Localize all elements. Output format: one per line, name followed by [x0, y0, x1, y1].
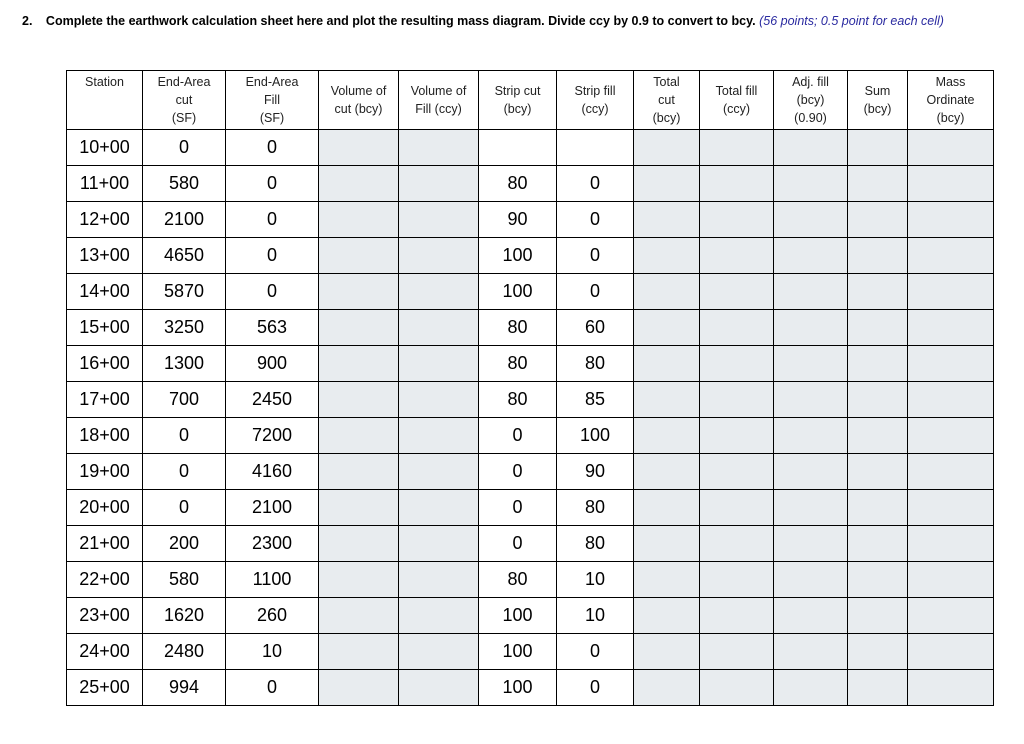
cell-strip-fill: 0 — [557, 670, 634, 706]
header-adj-fill-line: (0.90) — [794, 111, 827, 125]
cell-strip-fill — [557, 130, 634, 166]
cell-strip-cut: 80 — [479, 346, 557, 382]
cell-ea-fill: 1100 — [226, 562, 319, 598]
cell-strip-fill: 0 — [557, 238, 634, 274]
cell-strip-cut: 100 — [479, 274, 557, 310]
table-row — [67, 166, 994, 202]
answer-cell-volume-cut[interactable] — [319, 346, 399, 382]
answer-cell-mass-ordinate[interactable] — [908, 490, 994, 526]
answer-cell-total-cut[interactable] — [634, 346, 700, 382]
answer-cell-volume-cut[interactable] — [319, 382, 399, 418]
cell-strip-fill: 80 — [557, 490, 634, 526]
answer-cell-total-cut[interactable] — [634, 418, 700, 454]
cell-ea-fill: 260 — [226, 598, 319, 634]
cell-station: 17+00 — [67, 382, 143, 418]
cell-ea-cut: 0 — [143, 490, 226, 526]
answer-cell-total-cut[interactable] — [634, 526, 700, 562]
answer-cell-volume-cut[interactable] — [319, 454, 399, 490]
cell-ea-fill: 0 — [226, 166, 319, 202]
answer-cell-sum[interactable] — [848, 670, 908, 706]
answer-cell-mass-ordinate[interactable] — [908, 346, 994, 382]
answer-cell-volume-cut[interactable] — [319, 238, 399, 274]
answer-cell-total-fill[interactable] — [700, 274, 774, 310]
header-adj-fill-line: Adj. fill — [792, 75, 829, 89]
cell-station: 20+00 — [67, 490, 143, 526]
header-volume-cut — [319, 71, 399, 130]
table-body — [67, 130, 994, 706]
cell-strip-fill: 85 — [557, 382, 634, 418]
cell-strip-cut: 80 — [479, 310, 557, 346]
header-mass-ordinate-line: Mass — [935, 75, 966, 89]
answer-cell-adj-fill[interactable] — [774, 454, 848, 490]
cell-station: 11+00 — [67, 166, 143, 202]
cell-strip-cut: 80 — [479, 562, 557, 598]
answer-cell-mass-ordinate[interactable] — [908, 238, 994, 274]
answer-cell-adj-fill[interactable] — [774, 346, 848, 382]
table-row — [67, 562, 994, 598]
cell-strip-fill: 0 — [557, 202, 634, 238]
question-prompt — [22, 14, 1012, 28]
header-end-area-cut-line: (SF) — [171, 111, 197, 125]
cell-strip-cut: 100 — [479, 634, 557, 670]
answer-cell-volume-cut[interactable] — [319, 202, 399, 238]
header-sum — [848, 71, 908, 130]
header-volume-cut-line: cut (bcy) — [334, 102, 383, 116]
answer-cell-volume-fill[interactable] — [399, 382, 479, 418]
cell-station: 14+00 — [67, 274, 143, 310]
cell-strip-cut: 80 — [479, 166, 557, 202]
answer-cell-volume-fill[interactable] — [399, 634, 479, 670]
cell-ea-cut: 700 — [143, 382, 226, 418]
answer-cell-adj-fill[interactable] — [774, 274, 848, 310]
cell-station: 25+00 — [67, 670, 143, 706]
answer-cell-mass-ordinate[interactable] — [908, 634, 994, 670]
header-end-area-cut — [143, 71, 226, 130]
cell-ea-fill: 900 — [226, 346, 319, 382]
cell-strip-cut: 0 — [479, 490, 557, 526]
cell-strip-cut: 100 — [479, 238, 557, 274]
answer-cell-volume-fill[interactable] — [399, 598, 479, 634]
answer-cell-adj-fill[interactable] — [774, 202, 848, 238]
answer-cell-sum[interactable] — [848, 346, 908, 382]
answer-cell-total-fill[interactable] — [700, 382, 774, 418]
header-end-area-fill — [226, 71, 319, 130]
cell-station: 15+00 — [67, 310, 143, 346]
answer-cell-total-fill[interactable] — [700, 598, 774, 634]
header-adj-fill-line: (bcy) — [796, 93, 825, 107]
header-total-fill — [700, 71, 774, 130]
header-strip-cut — [479, 71, 557, 130]
answer-cell-mass-ordinate[interactable] — [908, 670, 994, 706]
cell-strip-fill: 100 — [557, 418, 634, 454]
answer-cell-adj-fill[interactable] — [774, 562, 848, 598]
cell-ea-fill: 2100 — [226, 490, 319, 526]
table-header-row — [67, 71, 994, 130]
header-volume-fill — [399, 71, 479, 130]
answer-cell-mass-ordinate[interactable] — [908, 202, 994, 238]
cell-station: 22+00 — [67, 562, 143, 598]
answer-cell-sum[interactable] — [848, 562, 908, 598]
cell-station: 16+00 — [67, 346, 143, 382]
answer-cell-volume-fill[interactable] — [399, 346, 479, 382]
table-row — [67, 490, 994, 526]
cell-strip-fill: 0 — [557, 166, 634, 202]
answer-cell-total-fill[interactable] — [700, 166, 774, 202]
header-total-fill-line: (ccy) — [722, 102, 751, 116]
cell-ea-cut: 994 — [143, 670, 226, 706]
cell-ea-cut: 580 — [143, 562, 226, 598]
answer-cell-total-fill[interactable] — [700, 310, 774, 346]
cell-ea-fill: 4160 — [226, 454, 319, 490]
answer-cell-mass-ordinate[interactable] — [908, 382, 994, 418]
answer-cell-volume-cut[interactable] — [319, 418, 399, 454]
header-volume-fill-line: Volume of — [410, 84, 467, 98]
question-points: (56 points; 0.5 point for each cell) — [759, 14, 944, 28]
cell-station: 13+00 — [67, 238, 143, 274]
answer-cell-mass-ordinate[interactable] — [908, 418, 994, 454]
answer-cell-total-cut[interactable] — [634, 562, 700, 598]
cell-strip-cut — [479, 130, 557, 166]
header-strip-cut-line: Strip cut — [494, 84, 541, 98]
answer-cell-total-cut[interactable] — [634, 490, 700, 526]
answer-cell-total-fill[interactable] — [700, 490, 774, 526]
table-row — [67, 346, 994, 382]
answer-cell-volume-cut[interactable] — [319, 562, 399, 598]
table-row — [67, 598, 994, 634]
header-sum-line: (bcy) — [863, 102, 892, 116]
answer-cell-volume-fill[interactable] — [399, 418, 479, 454]
cell-station: 24+00 — [67, 634, 143, 670]
answer-cell-volume-cut[interactable] — [319, 310, 399, 346]
answer-cell-total-cut[interactable] — [634, 382, 700, 418]
answer-cell-mass-ordinate[interactable] — [908, 310, 994, 346]
cell-ea-cut: 1300 — [143, 346, 226, 382]
cell-strip-cut: 0 — [479, 454, 557, 490]
answer-cell-volume-fill[interactable] — [399, 670, 479, 706]
cell-ea-fill: 0 — [226, 202, 319, 238]
cell-strip-cut: 90 — [479, 202, 557, 238]
answer-cell-total-cut[interactable] — [634, 670, 700, 706]
answer-cell-volume-fill[interactable] — [399, 454, 479, 490]
table-row — [67, 382, 994, 418]
answer-cell-volume-cut[interactable] — [319, 130, 399, 166]
cell-ea-fill: 10 — [226, 634, 319, 670]
answer-cell-mass-ordinate[interactable] — [908, 598, 994, 634]
cell-strip-cut: 100 — [479, 670, 557, 706]
cell-ea-cut: 0 — [143, 130, 226, 166]
header-sum-line: Sum — [864, 84, 891, 98]
header-total-cut-line: cut — [658, 93, 675, 107]
answer-cell-mass-ordinate[interactable] — [908, 130, 994, 166]
cell-ea-cut: 2480 — [143, 634, 226, 670]
header-end-area-fill-line: Fill — [264, 93, 280, 107]
header-total-cut — [634, 71, 700, 130]
header-strip-fill — [557, 71, 634, 130]
cell-station: 23+00 — [67, 598, 143, 634]
header-end-area-cut-line: End-Area — [157, 75, 211, 89]
answer-cell-volume-cut[interactable] — [319, 274, 399, 310]
answer-cell-volume-fill[interactable] — [399, 130, 479, 166]
answer-cell-total-fill[interactable] — [700, 670, 774, 706]
cell-station: 21+00 — [67, 526, 143, 562]
answer-cell-volume-fill[interactable] — [399, 238, 479, 274]
answer-cell-volume-fill[interactable] — [399, 526, 479, 562]
cell-ea-cut: 0 — [143, 454, 226, 490]
cell-ea-cut: 0 — [143, 418, 226, 454]
answer-cell-volume-fill[interactable] — [399, 490, 479, 526]
answer-cell-volume-cut[interactable] — [319, 598, 399, 634]
answer-cell-adj-fill[interactable] — [774, 310, 848, 346]
answer-cell-total-fill[interactable] — [700, 634, 774, 670]
answer-cell-total-fill[interactable] — [700, 202, 774, 238]
answer-cell-volume-cut[interactable] — [319, 526, 399, 562]
table-row — [67, 274, 994, 310]
cell-ea-cut: 3250 — [143, 310, 226, 346]
cell-strip-fill: 80 — [557, 346, 634, 382]
answer-cell-adj-fill[interactable] — [774, 490, 848, 526]
header-strip-fill-line: Strip fill — [574, 84, 616, 98]
question-text: Complete the earthwork calculation sheet here and plot the resulting mass diagram. Divide ccy by 0.9 to convert to bcy. — [45, 14, 756, 28]
cell-strip-cut: 0 — [479, 418, 557, 454]
answer-cell-total-fill[interactable] — [700, 454, 774, 490]
cell-ea-cut: 4650 — [143, 238, 226, 274]
answer-cell-adj-fill[interactable] — [774, 526, 848, 562]
answer-cell-total-fill[interactable] — [700, 562, 774, 598]
table-row — [67, 310, 994, 346]
answer-cell-total-cut[interactable] — [634, 274, 700, 310]
answer-cell-volume-fill[interactable] — [399, 274, 479, 310]
answer-cell-volume-cut[interactable] — [319, 670, 399, 706]
cell-station: 19+00 — [67, 454, 143, 490]
answer-cell-total-cut[interactable] — [634, 238, 700, 274]
answer-cell-total-cut[interactable] — [634, 634, 700, 670]
answer-cell-volume-cut[interactable] — [319, 166, 399, 202]
header-end-area-fill-line: (SF) — [259, 111, 285, 125]
cell-strip-fill: 10 — [557, 598, 634, 634]
cell-ea-cut: 2100 — [143, 202, 226, 238]
question-number: 2. — [22, 14, 33, 28]
header-mass-ordinate-line: (bcy) — [936, 111, 965, 125]
header-end-area-fill-line: End-Area — [245, 75, 299, 89]
header-total-fill-line: Total fill — [715, 84, 758, 98]
answer-cell-total-cut[interactable] — [634, 130, 700, 166]
cell-strip-cut: 0 — [479, 526, 557, 562]
header-station-line: Station — [85, 75, 124, 89]
cell-ea-fill: 0 — [226, 130, 319, 166]
cell-station: 12+00 — [67, 202, 143, 238]
answer-cell-mass-ordinate[interactable] — [908, 166, 994, 202]
table-row — [67, 238, 994, 274]
answer-cell-total-fill[interactable] — [700, 238, 774, 274]
answer-cell-volume-fill[interactable] — [399, 166, 479, 202]
header-total-cut-line: (bcy) — [652, 111, 681, 125]
answer-cell-total-fill[interactable] — [700, 418, 774, 454]
cell-strip-fill: 10 — [557, 562, 634, 598]
answer-cell-sum[interactable] — [848, 310, 908, 346]
cell-ea-fill: 563 — [226, 310, 319, 346]
answer-cell-sum[interactable] — [848, 130, 908, 166]
answer-cell-mass-ordinate[interactable] — [908, 454, 994, 490]
answer-cell-total-cut[interactable] — [634, 454, 700, 490]
cell-strip-fill: 0 — [557, 274, 634, 310]
answer-cell-adj-fill[interactable] — [774, 670, 848, 706]
answer-cell-volume-fill[interactable] — [399, 202, 479, 238]
header-end-area-cut-line: cut — [175, 93, 193, 107]
answer-cell-sum[interactable] — [848, 202, 908, 238]
answer-cell-adj-fill[interactable] — [774, 418, 848, 454]
table-row — [67, 634, 994, 670]
answer-cell-total-cut[interactable] — [634, 202, 700, 238]
answer-cell-volume-fill[interactable] — [399, 310, 479, 346]
header-strip-cut-line: (bcy) — [503, 102, 532, 116]
answer-cell-mass-ordinate[interactable] — [908, 562, 994, 598]
answer-cell-total-fill[interactable] — [700, 130, 774, 166]
table-row — [67, 418, 994, 454]
earthwork-calculation-table — [66, 70, 994, 706]
answer-cell-total-cut[interactable] — [634, 166, 700, 202]
answer-cell-sum[interactable] — [848, 166, 908, 202]
table-row — [67, 454, 994, 490]
cell-ea-fill: 7200 — [226, 418, 319, 454]
header-mass-ordinate — [908, 71, 994, 130]
answer-cell-adj-fill[interactable] — [774, 130, 848, 166]
cell-ea-cut: 580 — [143, 166, 226, 202]
answer-cell-volume-cut[interactable] — [319, 490, 399, 526]
answer-cell-sum[interactable] — [848, 490, 908, 526]
answer-cell-sum[interactable] — [848, 274, 908, 310]
answer-cell-total-fill[interactable] — [700, 526, 774, 562]
cell-station: 18+00 — [67, 418, 143, 454]
answer-cell-sum[interactable] — [848, 238, 908, 274]
header-total-cut-line: Total — [653, 75, 680, 89]
answer-cell-sum[interactable] — [848, 382, 908, 418]
cell-ea-cut: 5870 — [143, 274, 226, 310]
cell-strip-cut: 80 — [479, 382, 557, 418]
cell-station: 10+00 — [67, 130, 143, 166]
answer-cell-mass-ordinate[interactable] — [908, 526, 994, 562]
cell-strip-fill: 90 — [557, 454, 634, 490]
answer-cell-sum[interactable] — [848, 454, 908, 490]
answer-cell-adj-fill[interactable] — [774, 166, 848, 202]
header-strip-fill-line: (ccy) — [581, 102, 609, 116]
answer-cell-volume-cut[interactable] — [319, 634, 399, 670]
answer-cell-total-fill[interactable] — [700, 346, 774, 382]
cell-strip-fill: 0 — [557, 634, 634, 670]
cell-ea-cut: 1620 — [143, 598, 226, 634]
answer-cell-sum[interactable] — [848, 418, 908, 454]
answer-cell-sum[interactable] — [848, 634, 908, 670]
answer-cell-total-cut[interactable] — [634, 598, 700, 634]
answer-cell-volume-fill[interactable] — [399, 562, 479, 598]
cell-ea-fill: 0 — [226, 238, 319, 274]
answer-cell-mass-ordinate[interactable] — [908, 274, 994, 310]
header-volume-fill-line: Fill (ccy) — [415, 102, 462, 116]
table-row — [67, 202, 994, 238]
header-station — [67, 71, 143, 130]
answer-cell-adj-fill[interactable] — [774, 634, 848, 670]
cell-ea-fill: 2450 — [226, 382, 319, 418]
answer-cell-adj-fill[interactable] — [774, 598, 848, 634]
answer-cell-sum[interactable] — [848, 598, 908, 634]
cell-strip-fill: 60 — [557, 310, 634, 346]
table-row — [67, 526, 994, 562]
cell-ea-fill: 0 — [226, 274, 319, 310]
header-volume-cut-line: Volume of — [330, 84, 387, 98]
table-row — [67, 130, 994, 166]
cell-ea-fill: 0 — [226, 670, 319, 706]
answer-cell-adj-fill[interactable] — [774, 382, 848, 418]
answer-cell-total-cut[interactable] — [634, 310, 700, 346]
cell-strip-cut: 100 — [479, 598, 557, 634]
answer-cell-sum[interactable] — [848, 526, 908, 562]
header-adj-fill — [774, 71, 848, 130]
cell-ea-fill: 2300 — [226, 526, 319, 562]
table-row — [67, 670, 994, 706]
answer-cell-adj-fill[interactable] — [774, 238, 848, 274]
cell-ea-cut: 200 — [143, 526, 226, 562]
cell-strip-fill: 80 — [557, 526, 634, 562]
header-mass-ordinate-line: Ordinate — [926, 93, 975, 107]
